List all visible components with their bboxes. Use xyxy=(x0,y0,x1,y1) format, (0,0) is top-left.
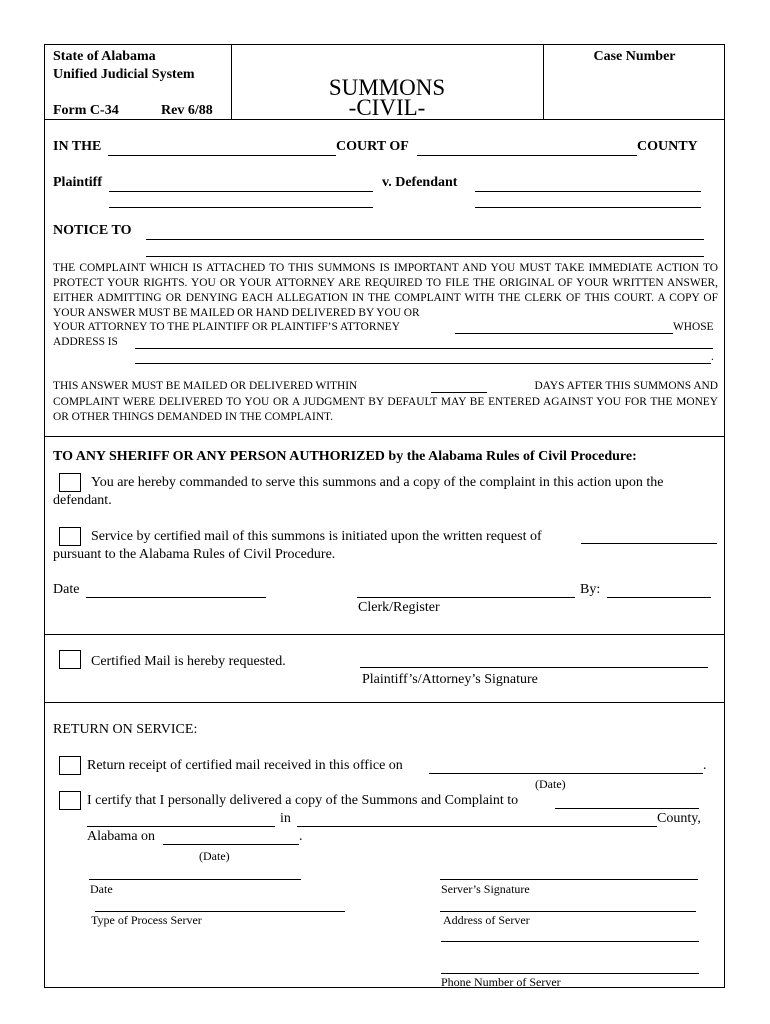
court-of-label: COURT OF xyxy=(336,139,409,154)
section-rule-2 xyxy=(45,634,724,635)
return-receipt-checkbox[interactable] xyxy=(59,756,81,775)
notice-to-label: NOTICE TO xyxy=(53,223,132,238)
server-address-label: Address of Server xyxy=(443,913,530,927)
notice-to-field-2[interactable] xyxy=(146,256,704,257)
notice-paragraph: THE COMPLAINT WHICH IS ATTACHED TO THIS SUMMONS IS IMPORTANT AND YOU MUST TAKE IMMEDIATE ACTION TO PROTECT YOUR RIGHTS. YOU OR YOUR ATTORNEY ARE REQUIRED TO FILE THE ORIGINAL OF YOUR WRITTEN ANSWER, EITHER ADMITTING OR DENYING EACH ALLEGATION IN THE COMPLAINT WITH THE CLERK OF THIS COURT. A COPY OF YOUR ANSWER MUST BE MAILED OR HAND DELIVERED BY YOU OR xyxy=(53,262,718,319)
plaintiff-signature-field[interactable] xyxy=(360,667,708,668)
v-defendant-label: v. Defendant xyxy=(382,175,458,190)
answer-paragraph: COMPLAINT WERE DELIVERED TO YOU OR A JUDGMENT BY DEFAULT MAY BE ENTERED AGAINST YOU FOR THE MONEY OR OTHER THINGS DEMANDED IN THE COMPLAINT. xyxy=(53,396,718,423)
return-heading: RETURN ON SERVICE: xyxy=(53,722,198,737)
page-subtitle: -CIVIL- xyxy=(348,95,426,120)
by-label: By: xyxy=(580,582,601,597)
in-label: in xyxy=(280,811,291,826)
delivered-to-field[interactable] xyxy=(555,808,699,809)
form-number: Form C-34 xyxy=(53,103,119,118)
by-field[interactable] xyxy=(607,597,711,598)
server-signature-field[interactable] xyxy=(440,879,698,880)
return-receipt-text: Return receipt of certified mail received in this office on xyxy=(87,758,403,773)
server-address-field-2[interactable] xyxy=(441,941,699,942)
certified-mail-checkbox[interactable] xyxy=(59,650,81,669)
answer-text-start: THIS ANSWER MUST BE MAILED OR DELIVERED WITHIN xyxy=(53,380,358,392)
server-date-label: Date xyxy=(90,882,113,896)
plaintiff-field[interactable] xyxy=(109,191,373,192)
address-period: . xyxy=(711,351,714,363)
page-title: SUMMONS xyxy=(328,75,446,100)
personal-delivery-checkbox[interactable] xyxy=(59,791,81,810)
certified-service-checkbox[interactable] xyxy=(59,527,81,546)
days-field[interactable] xyxy=(431,392,487,393)
delivery-date-caption: (Date) xyxy=(199,849,230,863)
sheriff-heading: TO ANY SHERIFF OR ANY PERSON AUTHORIZED by the Alabama Rules of Civil Procedure: xyxy=(53,449,637,464)
clerk-register-label: Clerk/Register xyxy=(358,600,440,615)
section-rule-3 xyxy=(45,702,724,703)
delivery-date-field[interactable] xyxy=(163,844,299,845)
plaintiff-label: Plaintiff xyxy=(53,175,102,190)
serve-summons-text: You are hereby commanded to serve this summons and a copy of the complaint in this action upon the xyxy=(91,475,664,490)
sheriff-date-field[interactable] xyxy=(86,597,266,598)
sheriff-date-label: Date xyxy=(53,582,80,597)
defendant-field-2[interactable] xyxy=(475,207,701,208)
alabama-on-period: . xyxy=(299,829,303,844)
certified-service-text-2: pursuant to the Alabama Rules of Civil Procedure. xyxy=(53,547,336,562)
return-date-caption: (Date) xyxy=(535,777,566,791)
notice-attorney-line: YOUR ATTORNEY TO THE PLAINTIFF OR PLAINTIFF’S ATTORNEY xyxy=(53,321,400,333)
attorney-name-field[interactable] xyxy=(455,333,673,334)
notice-whose: WHOSE xyxy=(673,321,714,333)
return-receipt-period: . xyxy=(703,758,707,773)
alabama-on-label: Alabama on xyxy=(87,829,156,844)
clerk-signature-field[interactable] xyxy=(357,597,575,598)
server-type-field[interactable] xyxy=(95,911,345,912)
in-the-label: IN THE xyxy=(53,139,102,154)
server-type-label: Type of Process Server xyxy=(91,913,202,927)
system-label: Unified Judicial System xyxy=(53,67,195,82)
delivery-county-field[interactable] xyxy=(297,826,657,827)
answer-text-end: DAYS AFTER THIS SUMMONS AND xyxy=(534,380,718,392)
personal-delivery-text: I certify that I personally delivered a copy of the Summons and Complaint to xyxy=(87,793,519,808)
certified-service-text: Service by certified mail of this summons is initiated upon the written request of xyxy=(91,529,542,544)
plaintiff-field-2[interactable] xyxy=(109,207,373,208)
court-name-field[interactable] xyxy=(108,155,336,156)
delivered-to-field-2[interactable] xyxy=(87,826,275,827)
server-phone-label: Phone Number of Server xyxy=(441,975,561,989)
section-rule-1 xyxy=(45,436,724,437)
county-label: COUNTY xyxy=(637,139,698,154)
plaintiff-signature-label: Plaintiff’s/Attorney’s Signature xyxy=(362,672,538,687)
address-is-label: ADDRESS IS xyxy=(53,336,118,348)
case-number-label: Case Number xyxy=(593,49,676,64)
server-signature-label: Server’s Signature xyxy=(441,882,530,896)
requestor-field[interactable] xyxy=(581,543,717,544)
address-field-2[interactable] xyxy=(135,363,711,364)
serve-summons-text-2: defendant. xyxy=(53,493,112,508)
server-phone-field[interactable] xyxy=(441,973,699,974)
return-receipt-date-field[interactable] xyxy=(429,773,703,774)
address-field[interactable] xyxy=(135,348,713,349)
defendant-field[interactable] xyxy=(475,191,701,192)
county-name-field[interactable] xyxy=(417,155,637,156)
summons-form xyxy=(44,44,725,988)
server-address-field[interactable] xyxy=(440,911,696,912)
certified-mail-label: Certified Mail is hereby requested. xyxy=(91,654,286,669)
server-date-field[interactable] xyxy=(89,879,301,880)
state-label: State of Alabama xyxy=(53,49,156,64)
notice-to-field[interactable] xyxy=(146,239,704,240)
form-revision: Rev 6/88 xyxy=(161,103,213,118)
county-comma-label: County, xyxy=(657,811,701,826)
serve-summons-checkbox[interactable] xyxy=(59,473,81,492)
